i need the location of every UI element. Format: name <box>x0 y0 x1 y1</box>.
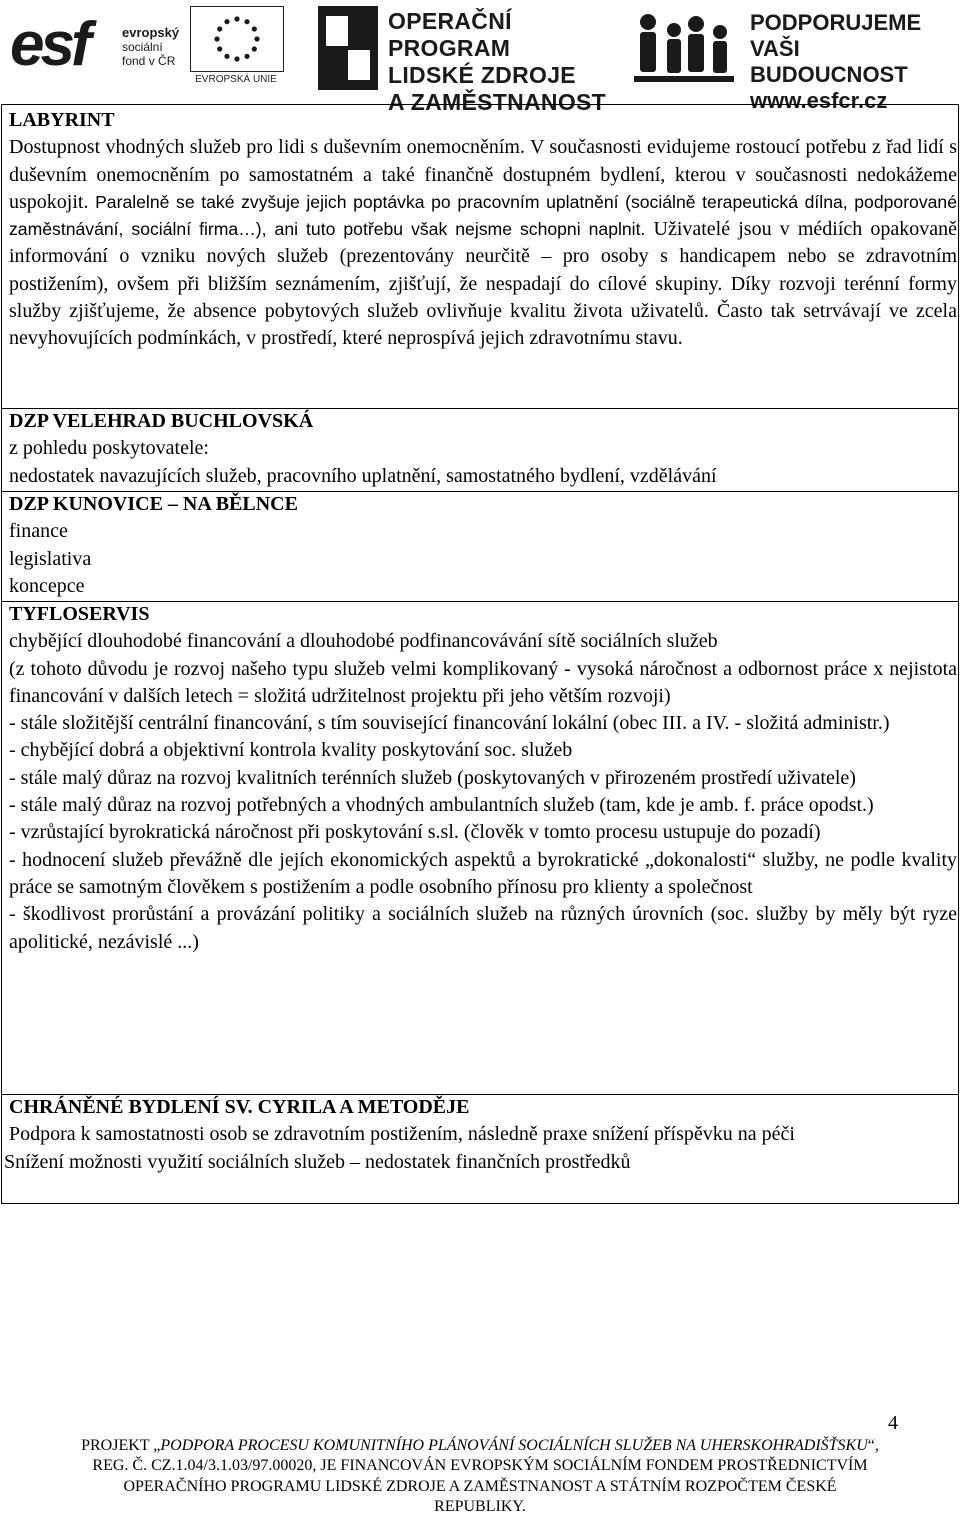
labyrint-text-part2: Paralelně se také zvyšuje jejich poptávka po pracovním uplatnění (sociálně terapeutická dílna, podporované zaměstnávání, sociální firma…), ani tuto potřebu však nejsme schopni naplnit. <box>9 191 957 240</box>
list-item: - chybějící dobrá a objektivní kontrola kvality poskytování soc. služeb <box>9 739 573 762</box>
esf-caption-line2: sociální <box>122 40 163 54</box>
list-item: - stále malý důraz na rozvoj kvalitních terénních služeb (poskytovaných v přirozeném prostředí uživatele) <box>9 766 856 789</box>
header-logos <box>0 0 960 115</box>
labyrint-paragraph <box>9 134 957 352</box>
op-line1: OPERAČNÍ PROGRAM <box>388 8 512 61</box>
dzp-velehrad-line1: z pohledu poskytovatele: <box>9 437 209 460</box>
podporujeme-logo <box>634 6 954 113</box>
labyrint-text-part3: Uživatelé jsou v médiích opakovaně informování o vzniku nových služeb (prezentovány neurčitě – pro osoby s handicapem nebo se zdravotním postižením), ovšem při bližším seznámením, zjišťují, že nespadají do cílové skupiny. Díky rozvoji terénní formy služby zjišťujeme, že absence pobytových služeb ovlivňuje kvalitu života uživatelů. Často tak setrvávají ve zcela nevyhovujících podmínkách, v prostředí, které neprospívá jejich zdravotnímu stavu. <box>9 218 958 350</box>
list-item: - vzrůstající byrokratická náročnost při poskytování s.sl. (člověk v tomto procesu ustupuje do pozadí) <box>9 821 821 844</box>
section-title-dzp-velehrad: DZP VELEHRAD BUCHLOVSKÁ <box>9 410 314 432</box>
content-table <box>1 104 959 1204</box>
pod-line2: VAŠI BUDOUCNOST <box>750 36 908 87</box>
section-title-chranene-bydleni: CHRÁNĚNÉ BYDLENÍ SV. CYRILA A METODĚJE <box>9 1096 470 1118</box>
footer-line1: PROJEKT „PODPORA PROCESU KOMUNITNÍHO PLÁNOVÁNÍ SOCIÁLNÍCH SLUŽEB NA UHERSKOHRADIŠŤSKU“, <box>81 1437 879 1454</box>
op-logo-icon <box>318 6 378 90</box>
pod-line1: PODPORUJEME <box>750 10 922 35</box>
eu-label: EVROPSKÁ UNIE <box>195 74 277 85</box>
esf-logo <box>10 6 180 92</box>
footer-line2: REG. Č. CZ.1.04/3.1.03/97.00020, JE FINANCOVÁN EVROPSKÝM SOCIÁLNÍM FONDEM PROSTŘEDNICTVÍM <box>92 1457 868 1475</box>
section-title-labyrint: LABYRINT <box>9 109 115 131</box>
section-title-tyfloservis: TYFLOSERVIS <box>9 603 150 625</box>
esf-caption-line1: evropský <box>122 25 180 40</box>
esf-logo-caption <box>122 26 179 68</box>
list-item: finance <box>9 520 68 543</box>
section-chranene-bydleni <box>9 1094 957 1149</box>
eu-stars-icon <box>190 6 284 72</box>
section-dzp-kunovice <box>9 491 957 600</box>
section-labyrint <box>9 107 957 353</box>
eu-logo <box>186 6 286 92</box>
footer-line3: OPERAČNÍHO PROGRAMU LIDSKÉ ZDROJE A ZAMĚSTNANOST A STÁTNÍM ROZPOČTEM ČESKÉ <box>123 1477 837 1495</box>
footer-text <box>0 1436 960 1517</box>
list-item: koncepce <box>9 574 85 597</box>
chranene-line1: Podpora k samostatnosti osob se zdravotním postižením, následně praxe snížení příspěvku na péči <box>9 1123 795 1146</box>
list-item: - stále složitější centrální financování, s tím související financování lokální (obec III. a IV. - složitá administr.) <box>9 712 890 735</box>
op-line3: A ZAMĚSTNANOST <box>388 89 607 115</box>
section-tyfloservis <box>9 601 957 956</box>
section-dzp-velehrad <box>9 408 957 490</box>
op-lzz-logo <box>318 6 618 115</box>
list-item: chybějící dlouhodobé financování a dlouhodobé podfinancovávání sítě sociálních služeb <box>9 630 718 653</box>
op-logo-text <box>388 8 618 116</box>
chranene-line2: Snížení možnosti využití sociálních služeb – nedostatek finančních prostředků <box>4 1151 631 1173</box>
people-icon <box>634 10 734 90</box>
list-item: legislativa <box>9 547 92 570</box>
list-item: (z tohoto důvodu je rozvoj našeho typu služeb velmi komplikovaný - vysoká náročnost a odbornost práce x nejistota financování v dalších letech = složitá udržitelnost projektu při jeho větším rozvoji) <box>9 657 957 707</box>
section-title-dzp-kunovice: DZP KUNOVICE – NA BĚLNCE <box>9 493 298 515</box>
labyrint-text-part1: Dostupnost vhodných služeb pro lidi s duševním onemocněním. V současnosti evidujeme rostoucí potřebu z řad lidí s duševním onemocněním po samostatném a také finančně dostupném bydlení, kterou v současnosti nedokážeme uspokojit. <box>9 136 957 213</box>
esf-logo-letters: esf <box>10 10 88 79</box>
list-item: - hodnocení služeb převážně dle jejích ekonomických aspektů a byrokratické „dokonalosti“ služby, ne podle kvality práce se samotným člověkem s postižením a podle osobního přínosu pro klienty a společnost <box>9 848 957 898</box>
esf-caption-line3: fond v ČR <box>122 54 176 68</box>
dzp-velehrad-line2: nedostatek navazujících služeb, pracovního uplatnění, samostatného bydlení, vzdělávání <box>9 464 717 487</box>
pod-line3: www.esfcr.cz <box>750 88 888 113</box>
footer-line4: REPUBLIKY. <box>434 1497 526 1515</box>
list-item: - stále malý důraz na rozvoj potřebných a vhodných ambulantních služeb (tam, kde je amb. f. práce opodst.) <box>9 794 874 817</box>
op-line2: LIDSKÉ ZDROJE <box>388 62 576 88</box>
page-number: 4 <box>888 1412 898 1434</box>
list-item: - škodlivost prorůstání a provázání politiky a sociálních služeb na různých úrovních (soc. služby by měly být ryze apolitické, nezávislé ...) <box>9 903 957 953</box>
podporujeme-text <box>750 10 954 114</box>
